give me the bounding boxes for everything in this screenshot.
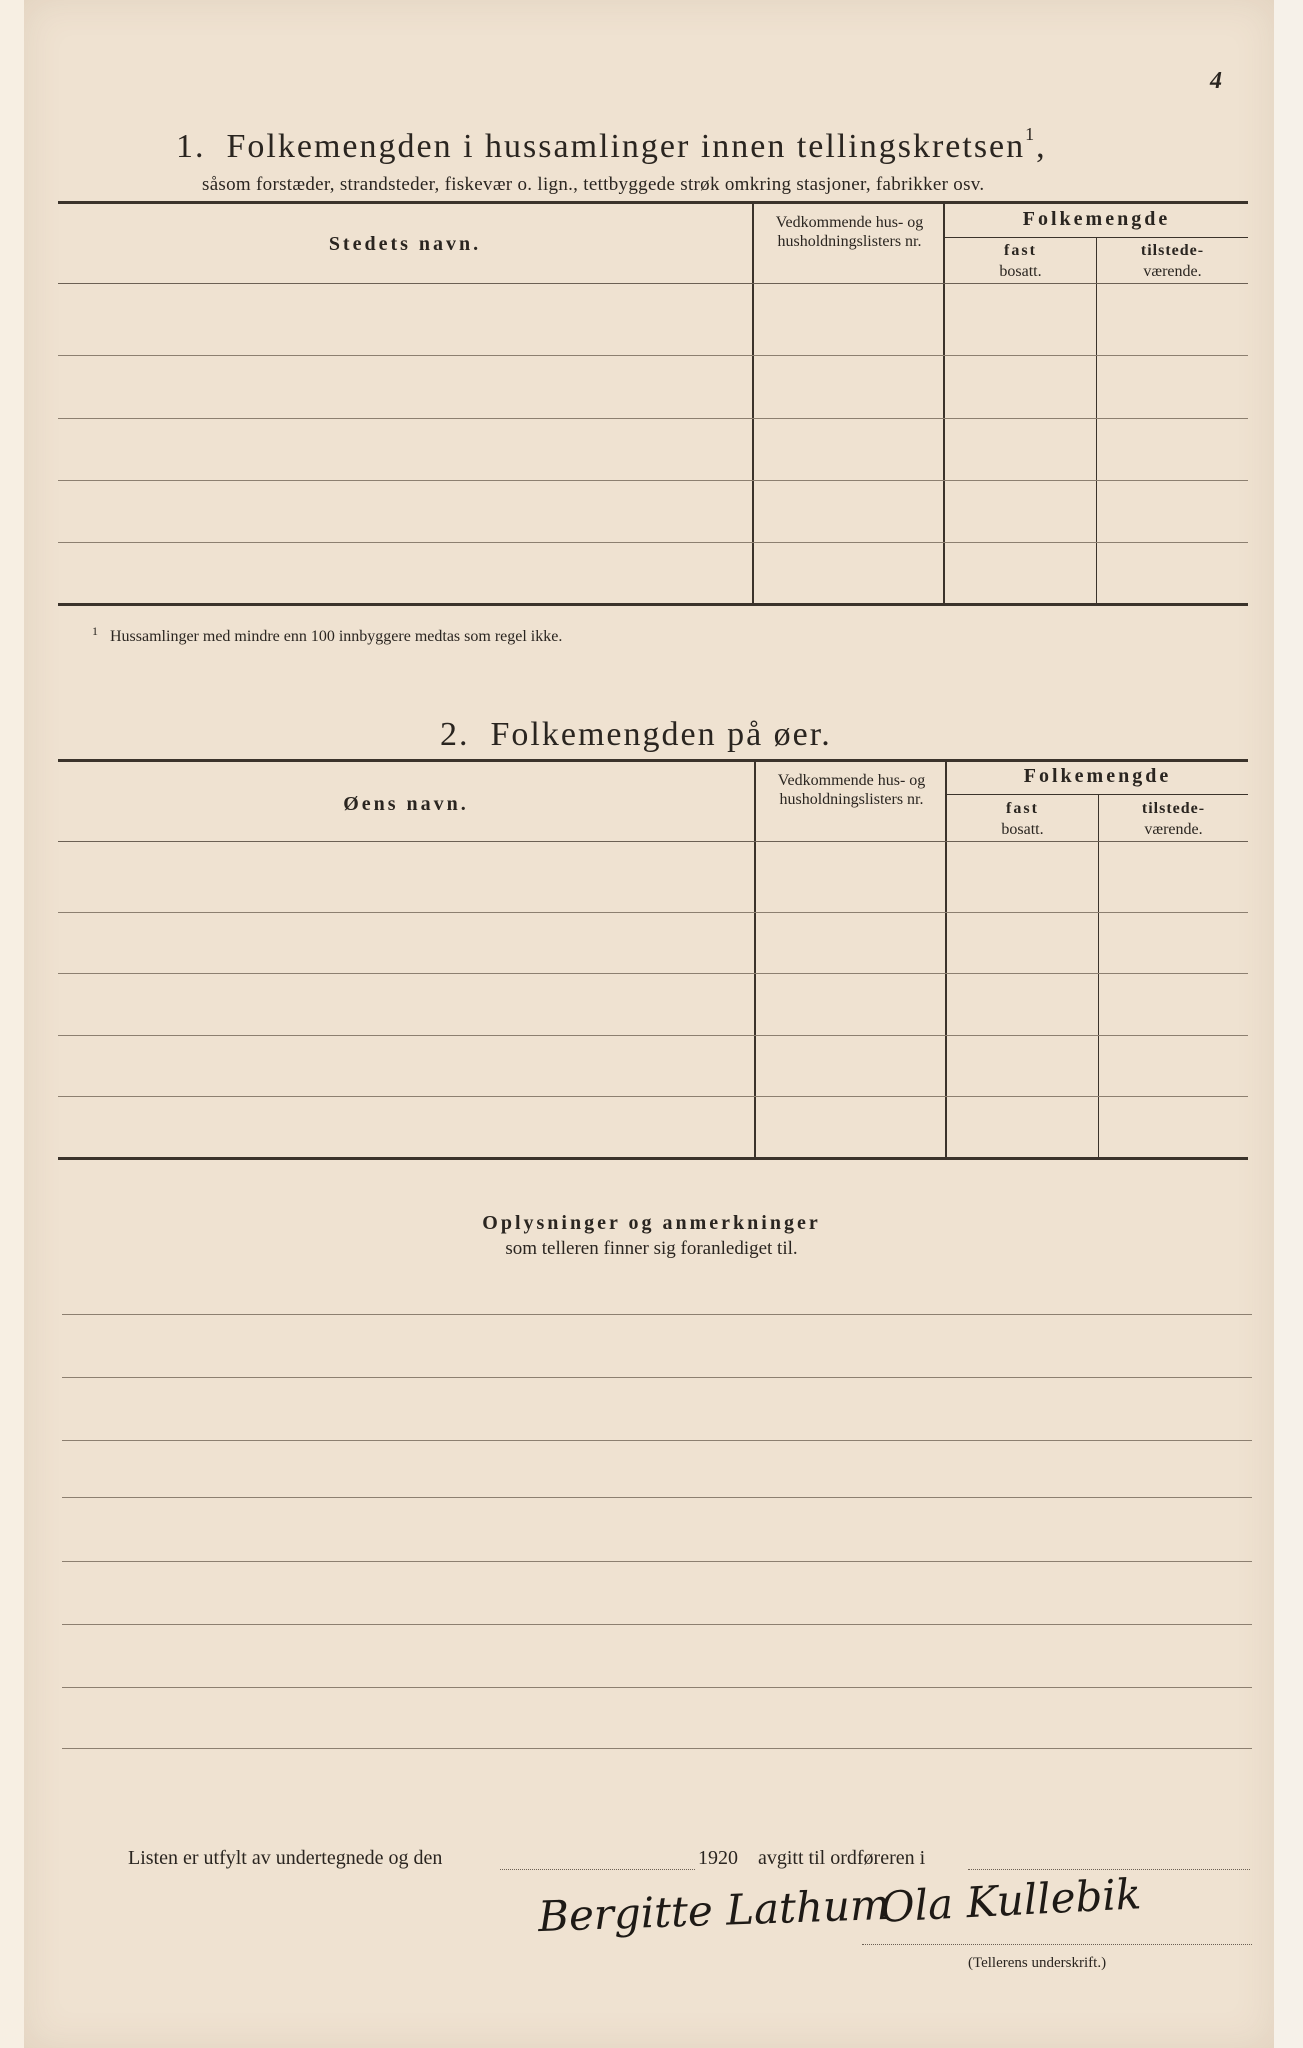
table2-col-fast: fast xyxy=(1006,800,1039,817)
table1-col-population: Folkemengde xyxy=(1022,208,1171,230)
table1-row-line xyxy=(58,418,1248,419)
section1-title: Folkemengden i hussamlinger innen tellingskretsen xyxy=(226,128,1026,165)
section1-subtitle: såsom forstæder, strandsteder, fiskevær o. lign., tettbyggede strøk omkring stasjoner, fabrikker osv. xyxy=(202,174,985,195)
table1-top-rule xyxy=(58,201,1248,204)
table2-header-bottom-rule xyxy=(58,841,1248,842)
section2-title: Folkemengden på øer. xyxy=(490,716,832,753)
table2-row-line xyxy=(58,973,1248,974)
notes-line xyxy=(62,1440,1252,1441)
section1-heading xyxy=(176,124,1047,166)
table1-col-list: Vedkommende hus- og husholdningslisters nr. xyxy=(775,214,924,250)
notes-subtitle: som telleren finner sig foranlediget til. xyxy=(505,1238,798,1259)
signature-caption: (Tellerens underskrift.) xyxy=(968,1955,1107,1971)
section1-title-comma: , xyxy=(1036,128,1047,165)
footer-text-mid: avgitt til ordføreren i xyxy=(758,1847,926,1869)
section1-footnote-ref: 1 xyxy=(1025,124,1037,144)
table1-subhead-rule xyxy=(945,237,1248,238)
footer-text-prefix: Listen er utfylt av undertegnede og den xyxy=(128,1847,443,1869)
table2-col-list: Vedkommende hus- og husholdningslisters nr. xyxy=(777,772,926,808)
signature-line xyxy=(862,1944,1252,1946)
table2-col-divider-1 xyxy=(754,761,756,1157)
section1-footnote-text: Hussamlinger med mindre enn 100 innbyggere medtas som regel ikke. xyxy=(110,628,563,645)
table2-row-line xyxy=(58,1096,1248,1097)
table2-subhead-rule xyxy=(947,794,1248,795)
table1-row-line xyxy=(58,355,1248,356)
table1-row-line xyxy=(58,480,1248,481)
table1-col-tilstede-sub: værende. xyxy=(1143,263,1202,280)
notes-line xyxy=(62,1624,1252,1625)
table1-header-bottom-rule xyxy=(58,283,1248,284)
section2-heading xyxy=(440,716,832,754)
table1-row-line xyxy=(58,542,1248,543)
table2-col-tilstede-sub: værende. xyxy=(1144,821,1203,838)
footer-date-blank xyxy=(500,1869,695,1871)
table2-col-place: Øens navn. xyxy=(343,793,469,815)
notes-line xyxy=(62,1314,1252,1315)
table2-top-rule xyxy=(58,759,1248,762)
table2-bottom-rule xyxy=(58,1157,1248,1160)
page-edge xyxy=(1274,0,1303,2048)
table1-col-divider-1 xyxy=(752,203,754,604)
table1-col-place: Stedets navn. xyxy=(328,233,482,255)
table1-col-divider-3 xyxy=(1096,238,1097,604)
table2-col-fast-sub: bosatt. xyxy=(1001,821,1044,838)
table1-bottom-rule xyxy=(58,603,1248,606)
census-form-page xyxy=(24,0,1274,2048)
notes-line xyxy=(62,1377,1252,1378)
table2-col-divider-3 xyxy=(1098,795,1099,1157)
signature-handwritten-2: Ola Kullebik xyxy=(878,1869,1143,1932)
table2-col-tilstede: tilstede- xyxy=(1141,800,1206,817)
table1-col-fast: fast xyxy=(1004,242,1037,259)
notes-line xyxy=(62,1561,1252,1562)
table1-col-tilstede: tilstede- xyxy=(1140,242,1205,259)
table1-col-fast-sub: bosatt. xyxy=(999,263,1042,280)
page-corner-number: 4 xyxy=(1210,68,1222,94)
signature-handwritten-1: Bergitte Lathum xyxy=(537,1879,891,1942)
table2-row-line xyxy=(58,1035,1248,1036)
section1-footnote xyxy=(92,624,563,646)
section2-number: 2. xyxy=(440,716,470,753)
footer-year: 1920 xyxy=(698,1847,738,1869)
table2-col-population: Folkemengde xyxy=(1023,765,1172,787)
notes-title: Oplysninger og anmerkninger xyxy=(482,1212,821,1234)
table2-row-line xyxy=(58,912,1248,913)
notes-line xyxy=(62,1497,1252,1498)
notes-line xyxy=(62,1687,1252,1688)
notes-line xyxy=(62,1748,1252,1749)
section1-number: 1. xyxy=(176,128,206,165)
section1-footnote-mark: 1 xyxy=(92,624,98,638)
